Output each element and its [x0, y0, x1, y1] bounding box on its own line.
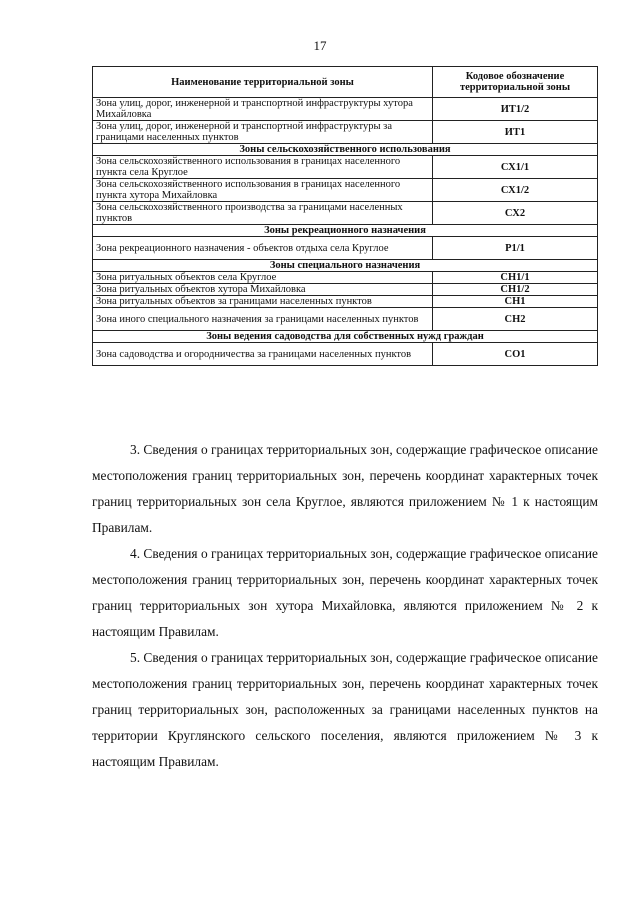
zone-code-cell: СН1/2	[433, 284, 598, 296]
table-row	[93, 308, 598, 331]
table-section-row	[93, 225, 598, 237]
paragraph-3: 3. Сведения о границах территориальных зон, содержащие графическое описание местоположения границ территориальных зон, перечень координат характерных точек границ территориальных зон села Круглое, являются приложением № 1 к настоящим Правилам.	[92, 442, 598, 535]
zone-code-cell: ИТ1	[433, 121, 598, 144]
paragraph-4: 4. Сведения о границах территориальных зон, содержащие графическое описание местоположения границ территориальных зон, перечень координат характерных точек границ территориальных зон хутора Михайловка, являются приложением № 2 к настоящим Правилам.	[92, 546, 598, 639]
table-row	[93, 202, 598, 225]
zone-name-cell: Зона ритуальных объектов хутора Михайловка	[93, 284, 433, 296]
table-row	[93, 296, 598, 308]
zone-code-cell: СХ2	[433, 202, 598, 225]
section-title: Зоны ведения садоводства для собственных нужд граждан	[93, 331, 598, 343]
section-title: Зоны специального назначения	[93, 260, 598, 272]
header-zone-name: Наименование территориальной зоны	[93, 67, 433, 98]
table-row	[93, 343, 598, 366]
zone-name-cell: Зона иного специального назначения за границами населенных пунктов	[93, 308, 433, 331]
zone-code-cell: Р1/1	[433, 237, 598, 260]
zone-code-cell: ИТ1/2	[433, 98, 598, 121]
zone-name-cell: Зона ритуальных объектов села Круглое	[93, 272, 433, 284]
zone-name-cell: Зона сельскохозяйственного использования в границах населенного пункта хутора Михайловка	[93, 179, 433, 202]
zone-name-cell: Зона садоводства и огородничества за границами населенных пунктов	[93, 343, 433, 366]
zone-code-cell: СХ1/1	[433, 156, 598, 179]
table-section-row	[93, 331, 598, 343]
table-row	[93, 272, 598, 284]
table-row	[93, 179, 598, 202]
zone-name-cell: Зона улиц, дорог, инженерной и транспортной инфраструктуры хутора Михайловка	[93, 98, 433, 121]
zone-code-cell: СН1/1	[433, 272, 598, 284]
territorial-zones-table	[92, 66, 598, 366]
table-section-row	[93, 260, 598, 272]
table-row	[93, 98, 598, 121]
zone-name-cell: Зона рекреационного назначения - объектов отдыха села Круглое	[93, 237, 433, 260]
zone-code-cell: СХ1/2	[433, 179, 598, 202]
page-number: 17	[313, 38, 327, 53]
table-section-row	[93, 144, 598, 156]
zone-code-cell: СН1	[433, 296, 598, 308]
zone-name-cell: Зона ритуальных объектов за границами населенных пунктов	[93, 296, 433, 308]
zone-code-cell: СО1	[433, 343, 598, 366]
section-title: Зоны сельскохозяйственного использования	[93, 144, 598, 156]
zone-name-cell: Зона сельскохозяйственного производства за границами населенных пунктов	[93, 202, 433, 225]
table-row	[93, 284, 598, 296]
table-header-row	[93, 67, 598, 98]
table-row	[93, 237, 598, 260]
zone-code-cell: СН2	[433, 308, 598, 331]
table-row	[93, 156, 598, 179]
paragraph-5: 5. Сведения о границах территориальных зон, содержащие графическое описание местоположения границ территориальных зон, перечень координат характерных точек границ территориальных зон, расположенных за границами населенных пунктов на территории Круглянского сельского поселения, являются приложением № 3 к настоящим Правилам.	[92, 650, 598, 769]
zone-name-cell: Зона улиц, дорог, инженерной и транспортной инфраструктуры за границами населенных пунктов	[93, 121, 433, 144]
zone-name-cell: Зона сельскохозяйственного использования в границах населенного пункта села Круглое	[93, 156, 433, 179]
table-row	[93, 121, 598, 144]
section-title: Зоны рекреационного назначения	[93, 225, 598, 237]
header-zone-code: Кодовое обозначение территориальной зоны	[433, 67, 598, 98]
